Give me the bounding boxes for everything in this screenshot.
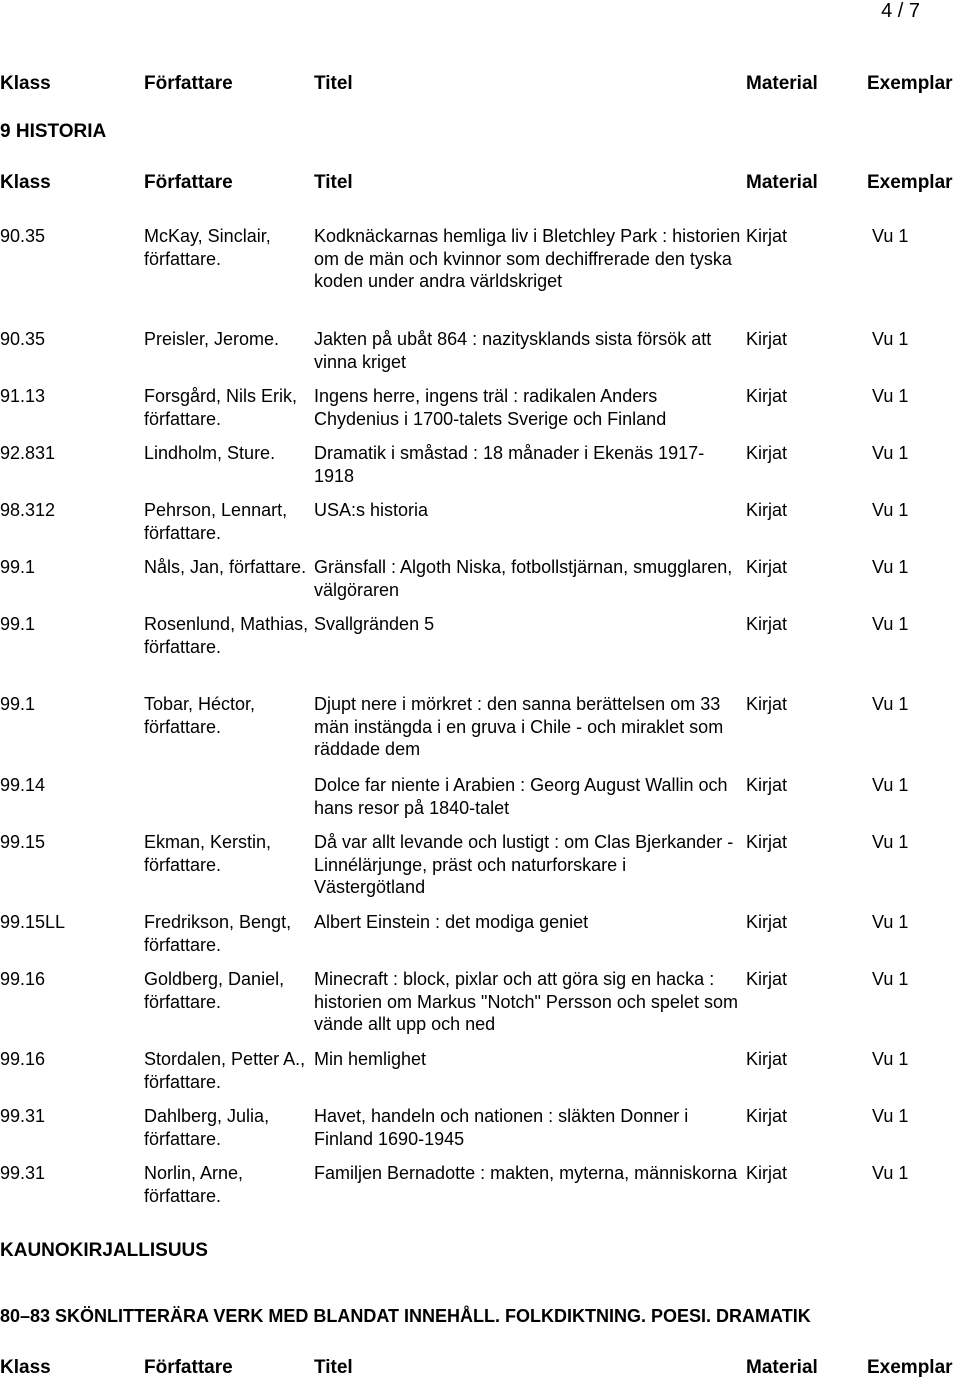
- author-cell: Dahlberg, Julia, författare.: [144, 1106, 270, 1149]
- col-exemplar: Exemplar: [867, 1357, 953, 1378]
- exemplar-cell: Vu 1: [872, 1049, 909, 1069]
- exemplar-cell: Vu 1: [872, 1163, 909, 1183]
- klass-cell: 99.31: [0, 1106, 46, 1126]
- material-cell: Kirjat: [746, 1049, 788, 1069]
- section-80-83: 80–83 SKÖNLITTERÄRA VERK MED BLANDAT INNEHÅLL. FOLKDIKTNING. POESI. DRAMATIK: [0, 1306, 811, 1326]
- title-cell: Ingens herre, ingens träl : radikalen Anders Chydenius i 1700-talets Sverige och Finland: [314, 386, 667, 429]
- material-cell: Kirjat: [746, 386, 788, 406]
- col-forfattare: Författare: [144, 73, 233, 94]
- exemplar-cell: Vu 1: [872, 969, 909, 989]
- author-cell: Nåls, Jan, författare.: [144, 557, 307, 577]
- title-cell: Svallgränden 5: [314, 614, 435, 634]
- exemplar-cell: Vu 1: [872, 500, 909, 520]
- klass-cell: 91.13: [0, 386, 46, 406]
- material-cell: Kirjat: [746, 1163, 788, 1183]
- exemplar-cell: Vu 1: [872, 557, 909, 577]
- klass-cell: 99.1: [0, 694, 36, 714]
- col-exemplar: Exemplar: [867, 172, 953, 193]
- title-cell: Familjen Bernadotte : makten, myterna, människorna: [314, 1163, 738, 1183]
- material-cell: Kirjat: [746, 969, 788, 989]
- author-cell: Rosenlund, Mathias, författare.: [144, 614, 309, 657]
- klass-cell: 98.312: [0, 500, 56, 520]
- title-cell: Minecraft : block, pixlar och att göra sig en hacka : historien om Markus "Notch" Persson och spelet som vände allt upp och ned: [314, 969, 738, 1034]
- title-cell: Dolce far niente i Arabien : Georg August Wallin och hans resor på 1840-talet: [314, 775, 728, 818]
- col-forfattare: Författare: [144, 1357, 233, 1378]
- column-header-historia: [0, 171, 960, 195]
- material-cell: Kirjat: [746, 775, 788, 795]
- material-cell: Kirjat: [746, 832, 788, 852]
- title-cell: Havet, handeln och nationen : släkten Donner i Finland 1690-1945: [314, 1106, 689, 1149]
- col-titel: Titel: [314, 172, 353, 193]
- exemplar-cell: Vu 1: [872, 775, 909, 795]
- col-klass: Klass: [0, 73, 51, 94]
- klass-cell: 92.831: [0, 443, 56, 463]
- author-cell: Pehrson, Lennart, författare.: [144, 500, 288, 543]
- col-material: Material: [746, 1357, 818, 1378]
- title-cell: Djupt nere i mörkret : den sanna berättelsen om 33 män instängda i en gruva i Chile - och miraklet som räddade dem: [314, 694, 724, 759]
- klass-cell: 99.14: [0, 775, 46, 795]
- col-titel: Titel: [314, 73, 353, 94]
- author-cell: Ekman, Kerstin, författare.: [144, 832, 272, 875]
- klass-cell: 99.16: [0, 969, 46, 989]
- exemplar-cell: Vu 1: [872, 614, 909, 634]
- material-cell: Kirjat: [746, 500, 788, 520]
- title-cell: Dramatik i småstad : 18 månader i Ekenäs 1917-1918: [314, 443, 705, 486]
- klass-cell: 90.35: [0, 329, 46, 349]
- title-cell: Min hemlighet: [314, 1049, 427, 1069]
- column-header-80-83: [0, 1356, 960, 1380]
- title-cell: Kodknäckarnas hemliga liv i Bletchley Park : historien om de män och kvinnor som dechiffrerade den tyska koden under andra världskriget: [314, 226, 741, 291]
- col-klass: Klass: [0, 1357, 51, 1378]
- column-header-top: [0, 72, 960, 96]
- author-cell: Stordalen, Petter A., författare.: [144, 1049, 306, 1092]
- material-cell: Kirjat: [746, 226, 788, 246]
- author-cell: Preisler, Jerome.: [144, 329, 280, 349]
- author-cell: Goldberg, Daniel, författare.: [144, 969, 285, 1012]
- author-cell: Tobar, Héctor, författare.: [144, 694, 256, 737]
- title-cell: Gränsfall : Algoth Niska, fotbollstjärnan, smugglaren, välgöraren: [314, 557, 733, 600]
- exemplar-cell: Vu 1: [872, 226, 909, 246]
- col-material: Material: [746, 73, 818, 94]
- col-material: Material: [746, 172, 818, 193]
- author-cell: Forsgård, Nils Erik, författare.: [144, 386, 298, 429]
- title-cell: Jakten på ubåt 864 : nazitysklands sista försök att vinna kriget: [314, 329, 712, 372]
- title-cell: Albert Einstein : det modiga geniet: [314, 912, 589, 932]
- klass-cell: 99.15: [0, 832, 46, 852]
- author-cell: Norlin, Arne, författare.: [144, 1163, 244, 1206]
- col-klass: Klass: [0, 172, 51, 193]
- klass-cell: 99.31: [0, 1163, 46, 1183]
- col-exemplar: Exemplar: [867, 73, 953, 94]
- klass-cell: 99.16: [0, 1049, 46, 1069]
- exemplar-cell: Vu 1: [872, 694, 909, 714]
- exemplar-cell: Vu 1: [872, 329, 909, 349]
- author-cell: Fredrikson, Bengt, författare.: [144, 912, 292, 955]
- material-cell: Kirjat: [746, 557, 788, 577]
- exemplar-cell: Vu 1: [872, 832, 909, 852]
- exemplar-cell: Vu 1: [872, 912, 909, 932]
- section-kaunokirjallisuus: KAUNOKIRJALLISUUS: [0, 1240, 208, 1261]
- exemplar-cell: Vu 1: [872, 443, 909, 463]
- material-cell: Kirjat: [746, 912, 788, 932]
- material-cell: Kirjat: [746, 614, 788, 634]
- material-cell: Kirjat: [746, 443, 788, 463]
- title-cell: USA:s historia: [314, 500, 429, 520]
- material-cell: Kirjat: [746, 1106, 788, 1126]
- material-cell: Kirjat: [746, 329, 788, 349]
- exemplar-cell: Vu 1: [872, 1106, 909, 1126]
- material-cell: Kirjat: [746, 694, 788, 714]
- klass-cell: 99.1: [0, 557, 36, 577]
- page-number: 4 / 7: [881, 0, 920, 22]
- author-cell: Lindholm, Sture.: [144, 443, 276, 463]
- klass-cell: 99.15LL: [0, 912, 66, 932]
- klass-cell: 90.35: [0, 226, 46, 246]
- exemplar-cell: Vu 1: [872, 386, 909, 406]
- klass-cell: 99.1: [0, 614, 36, 634]
- title-cell: Då var allt levande och lustigt : om Clas Bjerkander - Linnélärjunge, präst och naturforskare i Västergötland: [314, 832, 734, 897]
- section-historia: 9 HISTORIA: [0, 121, 107, 142]
- author-cell: McKay, Sinclair, författare.: [144, 226, 271, 269]
- col-titel: Titel: [314, 1357, 353, 1378]
- col-forfattare: Författare: [144, 172, 233, 193]
